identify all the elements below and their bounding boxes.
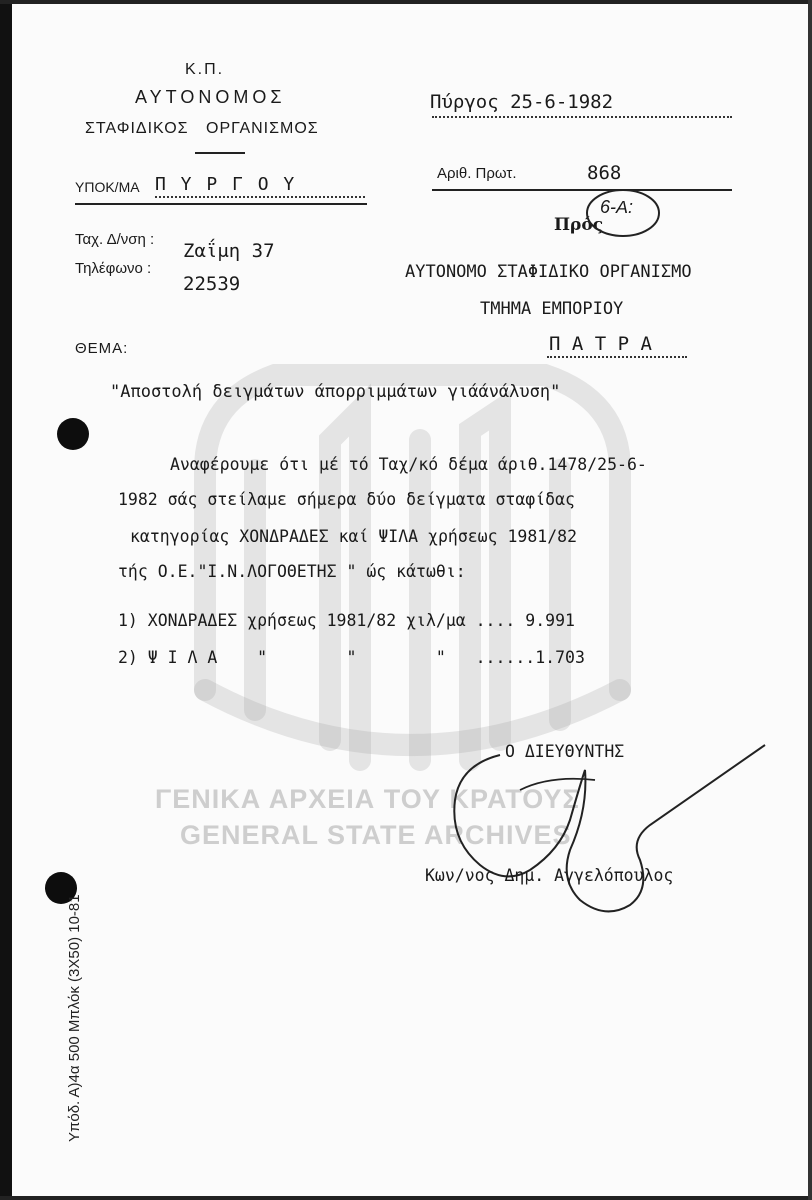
phone-label: Τηλέφωνο : xyxy=(75,260,152,277)
address-value: Ζαΐμη 37 xyxy=(183,240,275,262)
org-abbrev: Κ.Π. xyxy=(185,61,225,78)
branch-label: ΥΠΟΚ/ΜΑ xyxy=(75,179,140,195)
city-dotline xyxy=(547,356,687,358)
body-line2: 1982 σάς στείλαμε σήμερα δύο δείγματα σταφίδας xyxy=(118,490,575,509)
recipient-city: Π Α Τ Ρ Α xyxy=(549,333,652,355)
date-dotline xyxy=(432,116,732,118)
branch-dotline xyxy=(155,196,365,198)
to-label: Πρός xyxy=(554,215,604,235)
org-name-line1: ΑΥΤΟΝΟΜΟΣ xyxy=(135,87,286,107)
org-name-line2: ΣΤΑΦΙΔΙΚΟΣ ΟΡΓΑΝΙΣΜΟΣ xyxy=(85,120,319,137)
protocol-value: 868 xyxy=(587,162,622,184)
recipient-line2: ΤΜΗΜΑ ΕΜΠΟΡΙΟΥ xyxy=(480,299,624,319)
scan-border-right xyxy=(808,0,812,1200)
recipient-line1: ΑΥΤΟΝΟΜΟ ΣΤΑΦΙΔΙΚΟ ΟΡΓΑΝΙΣΜΟ xyxy=(405,262,692,282)
watermark-greek: ΓΕΝΙΚΑ ΑΡΧΕΙΑ ΤΟΥ ΚΡΑΤΟΥΣ xyxy=(155,784,580,814)
protocol-label: Αριθ. Πρωτ. xyxy=(437,165,517,182)
address-label: Ταχ. Δ/νση : xyxy=(75,231,155,248)
protocol-underline xyxy=(432,189,732,191)
branch-value: Π Υ Ρ Γ Ο Υ xyxy=(155,174,297,195)
item-2: 2) Ψ Ι Λ Α " " " ......1.703 xyxy=(118,648,585,667)
branch-underline xyxy=(75,203,367,205)
handwritten-signature xyxy=(420,730,780,930)
phone-value: 22539 xyxy=(183,273,241,295)
circled-note: 6-Α: xyxy=(600,197,634,217)
printer-footer: Υπόδ. Α)4α 500 Μπλόκ (3Χ50) 10-81 xyxy=(66,894,83,1142)
scan-border-left xyxy=(0,0,12,1200)
subject-label: ΘΕΜΑ: xyxy=(75,340,129,357)
place-date: Πύργος 25-6-1982 xyxy=(430,91,614,113)
signature-title: Ο ΔΙΕΥΘΥΝΤΗΣ xyxy=(505,742,625,761)
body-line3: κατηγορίας ΧΟΝΔΡΑΔΕΣ καί ΨΙΛΑ χρήσεως 1981/82 xyxy=(130,527,578,546)
item-1: 1) ΧΟΝΔΡΑΔΕΣ χρήσεως 1981/82 χιλ/μα .... 9.991 xyxy=(118,611,575,630)
org-divider xyxy=(195,152,245,154)
punch-hole-top xyxy=(57,418,89,450)
watermark-english: GENERAL STATE ARCHIVES xyxy=(180,820,572,850)
signatory-name: Κων/νος Δημ. Αγγελόπουλος xyxy=(425,866,674,885)
scan-border-bottom xyxy=(0,1196,812,1200)
body-line4: τής Ο.Ε."Ι.Ν.ΛΟΓΟΘΕΤΗΣ " ώς κάτωθι: xyxy=(118,562,466,581)
body-line1: Αναφέρουμε ότι μέ τό Ταχ/κό δέμα άριθ.1478/25-6- xyxy=(170,455,647,474)
scan-border-top xyxy=(0,0,812,4)
subject-text: "Αποστολή δειγμάτων άπορριμμάτων γιάάνάλυση" xyxy=(110,382,561,402)
